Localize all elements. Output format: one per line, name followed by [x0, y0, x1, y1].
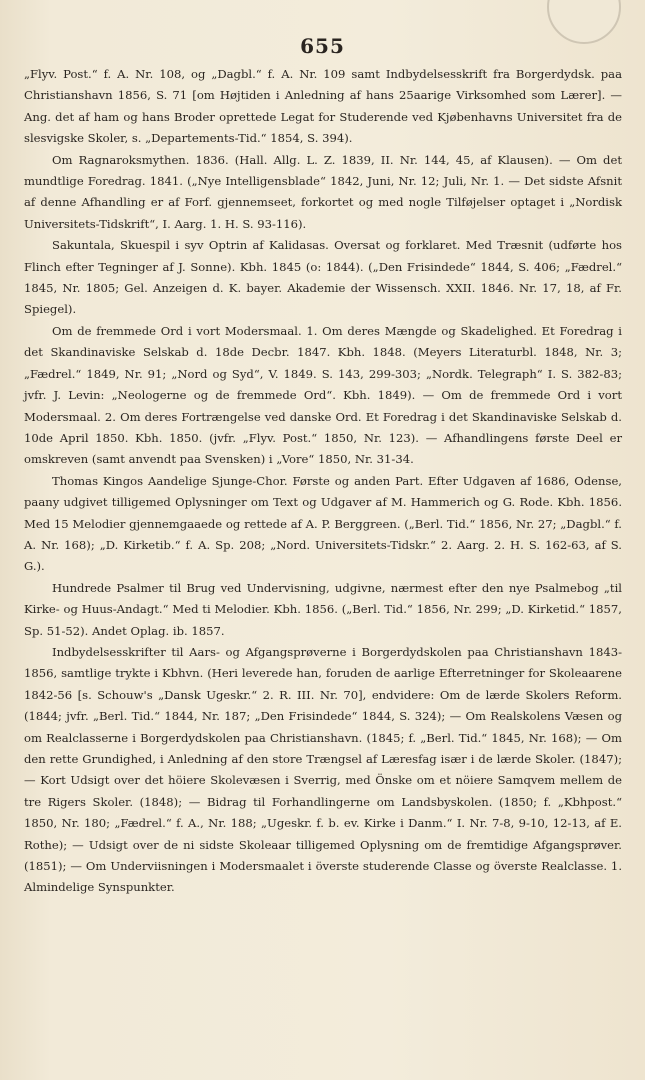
entry-paragraph: Indbydelsesskrifter til Aars- og Afgangsprøverne i Borgerdydskolen paa Christianshavn 1843-1856, samtlige trykte i Kbhvn. (Heri leverede han, foruden de aarlige Efterretninger for Skoleaarene 1842-56 [s. Schouw's „Dansk Ugeskr.“ 2. R. III. Nr. 70], endvidere: Om de lærde Skolers Reform. (1844; jvfr. „Berl. Tid.“ 1844, Nr. 187; „Den Frisindede“ 1844, S. 324); — Om Realskolens Væsen og om Realclasserne i Borgerdydskolen paa Christianshavn. (1845; f. „Berl. Tid.“ 1845, Nr. 168); — Om den rette Grundighed, i Anledning af den store Trængsel af Læresfag især i de lærde Skoler. (1847); — Kort Udsigt over det höiere Skolevæsen i Sverrig, med Önske om et nöiere Samqvem mellem de tre Rigers Skoler. (1848); — Bidrag til Forhandlingerne om Landsbyskolen. (1850; f. „Kbhpost.“ 1850, Nr. 180; „Fædrel.“ f. A., Nr. 188; „Ugeskr. f. b. ev. Kirke i Danm.“ I. Nr. 7-8, 9-10, 12-13, af E. Rothe); — Udsigt over de ni sidste Skoleaar tilligemed Oplysning om de fremtidige Afgangsprøver. (1851); — Om Underviisningen i Modersmaalet i överste studerende Classe og överste Realclasse. 1. Almindelige Synspunkter. — [24, 644, 622, 895]
entry-paragraph: Om Ragnaroksmythen. 1836. (Hall. Allg. L. Z. 1839, II. Nr. 144, 45, af Klausen). — Om det mundtlige Foredrag. 1841. („Nye Intelligensblade“ 1842, Juni, Nr. 12; Juli, Nr. 1. — Det sidste Afsnit af denne Afhandling er af Forf. gjennemseet, forkortet og med nogle Tilføjelser optaget i „Nordisk Universitets-Tidskrift“, I. Aarg. 1. H. S. 93-116). — [24, 152, 622, 231]
entry-paragraph: Hundrede Psalmer til Brug ved Undervisning, udgivne, nærmest efter den nye Psalmebog „til Kirke- og Huus-Andagt.“ Med ti Melodier. Kbh. 1856. („Berl. Tid.“ 1856, Nr. 299; „D. Kirketid.“ 1857, Sp. 51-52). Andet Oplag. ib. 1857. — [24, 580, 622, 638]
page-body — [24, 64, 622, 899]
page-number: 655 — [300, 34, 345, 58]
entry-paragraph: Sakuntala, Skuespil i syv Optrin af Kalidasas. Oversat og forklaret. Med Træsnit (udførte hos Flinch efter Tegninger af J. Sonne). Kbh. 1845 (o: 1844). („Den Frisindede“ 1844, S. 406; „Fædrel.“ 1845, Nr. 1805; Gel. Anzeigen d. K. bayer. Akademie der Wissensch. XXII. 1846. Nr. 17, 18, af Fr. Spiegel). — [24, 238, 622, 317]
entry-paragraph: „Flyv. Post.“ f. A. Nr. 108, og „Dagbl.“ f. A. Nr. 109 samt Indbydelsesskrift fra Borgerdydsk. paa Christianshavn 1856, S. 71 [om Højtiden i Anledning af hans 25aarige Virksomhed som Lærer]. — Ang. det af ham og hans Broder oprettede Legat for Studerende ved Kjøbenhavns Universitet fra de slesvigske Skoler, s. „Departements-Tid.“ 1854, S. 394). — [24, 67, 622, 146]
entry-paragraph: Om de fremmede Ord i vort Modersmaal. 1. Om deres Mængde og Skadelighed. Et Foredrag i det Skandinaviske Selskab d. 18de Decbr. 1847. Kbh. 1848. (Meyers Literaturbl. 1848, Nr. 3; „Fædrel.“ 1849, Nr. 91; „Nord og Syd“, V. 1849. S. 143, 299-303; „Nordk. Telegraph“ I. S. 382-83; jvfr. J. Levin: „Neologerne og de fremmede Ord“. Kbh. 1849). — Om de fremmede Ord i vort Modersmaal. 2. Om deres Fortrængelse ved danske Ord. Et Foredrag i det Skandinaviske Selskab d. 10de April 1850. Kbh. 1850. (jvfr. „Flyv. Post.“ 1850, Nr. 123). — Afhandlingens første Deel er omskreven (samt anvendt paa Svensken) i „Vore“ 1850, Nr. 31-34. — [24, 323, 622, 467]
entry-paragraph: Thomas Kingos Aandelige Sjunge-Chor. Første og anden Part. Efter Udgaven af 1686, Odense, paany udgivet tilligemed Oplysninger om Text og Udgaver af M. Hammerich og G. Rode. Kbh. 1856. Med 15 Melodier gjennemgaaede og rettede af A. P. Berggreen. („Berl. Tid.“ 1856, Nr. 27; „Dagbl.“ f. A. Nr. 168); „D. Kirketib.“ f. A. Sp. 208; „Nord. Universitets-Tidskr.“ 2. Aarg. 2. H. S. 162-63, af S. G.). — [24, 473, 622, 574]
